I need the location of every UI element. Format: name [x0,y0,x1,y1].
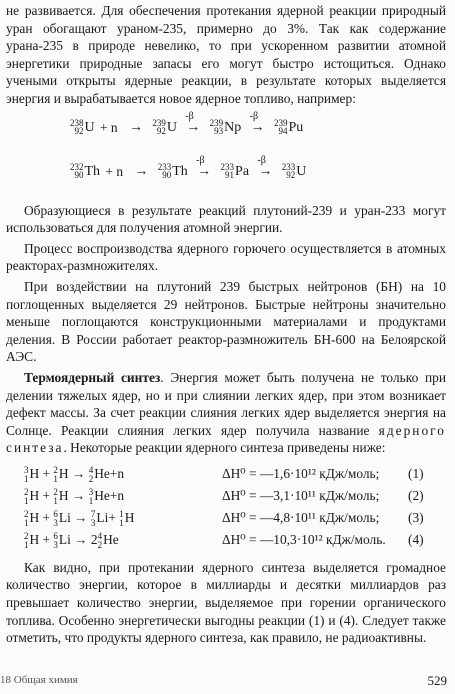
plus-neutron: + n [99,119,118,135]
pu239-mass: 239 [274,117,288,128]
charge: 1 [88,495,94,506]
charge: 1 [53,495,58,506]
u233-charge: 92 [286,170,296,181]
reaction-number: (4) [408,531,424,547]
paragraph-2: Образующиеся в результате реакций плутоний-239 и уран-233 могут использоваться для получения атомной энергии. [6,202,446,236]
charge: 3 [90,517,96,528]
symbol: H [29,487,40,503]
symbol: He+n [94,487,125,503]
th232-symbol: Th [84,163,101,179]
beta-arrow: -β → [180,119,206,137]
beta-arrow: -β → [245,119,271,137]
reaction-number: (1) [408,465,424,481]
plus-neutron: + n [105,163,124,179]
mass: 2 [24,487,29,498]
charge: 3 [53,539,58,550]
th233-mass: 233 [157,161,172,172]
charge: 1 [24,539,29,550]
paragraph-5-a: . Энергия может быть получена не только при делении тяжелых ядер, но и при слиянии легких ядер, при этом возникает дефект массы. За счет реакции слияния легких ядер выделяется энергия на Солнце. Реакции слияния легких ядер получила название [6,369,446,438]
mass: 2 [53,465,58,476]
reaction-row: 2 1 H + 6 3 Li → 2 4 2 He ΔH⁰ = —10,3·10¹² кДж/моль. (4) [24,531,424,550]
charge: 1 [53,473,58,484]
paragraph-3: Процесс воспроизводства ядерного горючего осуществляется в атомных реакторах-размножителях. [6,240,446,274]
charge: 1 [119,517,124,528]
charge: 2 [97,539,103,550]
page-number: 529 [427,673,447,688]
mass: 2 [24,509,29,520]
th232-charge: 90 [74,170,84,181]
paragraph-5-b: . Некоторые реакции ядерного синтеза приведены ниже: [63,440,386,456]
pu239-charge: 94 [278,126,288,137]
charge: 1 [24,517,29,528]
u239-charge: 92 [156,126,166,137]
mass: 6 [53,509,58,520]
pu239-symbol: Pu [288,119,304,135]
pa233-charge: 91 [225,170,235,181]
term-nuclear-synthesis: ядерного синтеза [6,422,446,456]
u238-mass: 238 [70,117,84,128]
mass: 3 [24,465,29,476]
symbol: H [124,509,135,525]
reaction-row: 2 1 H + 2 1 H → 3 1 He+n ΔH⁰ = —3,1·10¹¹ кДж/моль; (2) [24,487,424,506]
symbol: H [29,465,40,481]
th233-charge: 90 [162,170,172,181]
reactions-list [6,463,446,551]
beta-label: -β [249,110,259,122]
pa233-symbol: Pa [235,163,250,179]
section-title: Термоядерный синтез [24,369,161,385]
symbol: He [103,531,119,547]
paragraph-6: Как видно, при протекании ядерного синтеза выделяется громадное количество энергии, которое в миллиарды и десятки миллиардов раз превышает количество энергии, выделяемое при горении органического топлива. Особенно энергетически выгодны реакции (1) и (4). Следует также отметить, что продукты ядерного синтеза, как правило, не радиоактивны. [6,559,446,646]
paragraph-1: не развивается. Для обеспечения протекания ядерной реакции природный уран обогащают ураном-235, примерно до 3%. Так как содержание урана-235 в природе невелико, то при ускоренном развитии атомной энергетики природные запасы его могут быстро истощиться. Однако учеными открыты ядерные реакции, в результате которых выделяется энергия и вырабатывается новое ядерное топливо, например: [6,3,446,106]
reaction-number: (3) [408,509,424,525]
reaction-row: 2 1 H + 6 3 Li → 7 3 Li+ 1 1 H ΔH⁰ = —4,8·10¹¹ кДж/моль; (3) [24,509,424,528]
mass: 1 [119,509,124,520]
np239-mass: 239 [209,117,224,128]
enthalpy: ΔH⁰ = —3,1·10¹¹ кДж/моль; [222,487,380,503]
u238-symbol: U [84,119,95,135]
symbol: Li [58,531,71,547]
np239-charge: 93 [214,126,224,137]
np239-symbol: Np [224,119,242,135]
reaction-row: 3 1 H + 2 1 H → 4 2 He+n ΔH⁰ = —1,6·10¹² кДж/моль; (1) [24,465,424,484]
enthalpy: ΔH⁰ = —1,6·10¹² кДж/моль; [222,465,380,481]
u238-charge: 92 [74,126,84,137]
symbol: Li [58,509,71,525]
mass: 2 [24,531,29,542]
charge: 1 [24,495,29,506]
document-page [6,0,446,647]
u233-mass: 233 [281,161,296,172]
mass: 3 [88,487,94,498]
charge: 3 [53,517,58,528]
symbol: He+n [94,465,125,481]
charge: 2 [88,473,94,484]
symbol: H [29,509,40,525]
symbol: H [29,531,40,547]
equation-thorium [70,154,446,192]
reaction-number: (2) [408,487,424,503]
equation-uranium [70,110,446,148]
u239-mass: 239 [152,117,166,128]
mass: 4 [97,531,103,542]
th233-symbol: Th [172,163,188,179]
enthalpy: ΔH⁰ = —10,3·10¹² кДж/моль. [222,531,386,547]
reaction-arrow: → [134,163,149,179]
symbol: H [58,465,69,481]
enthalpy: ΔH⁰ = —4,8·10¹¹ кДж/моль; [222,509,380,525]
pa233-mass: 233 [220,161,235,172]
mass: 7 [90,509,96,520]
paragraph-4: При воздействии на плутоний 239 быстрых нейтронов (БН) на 10 поглощенных выделяется 29 нейтронов. Быстрые нейтроны значительно меньше поглощаются конструкционными материалами и продуктами деления. В России работает реактор-размножитель БН-600 на Белоярской АЭС. [6,278,446,365]
mass: 2 [53,487,58,498]
beta-label: -β [196,154,205,166]
footer-signature: 18 Общая химия [0,674,78,686]
beta-label: -β [257,154,266,166]
symbol: H [58,487,69,503]
paragraph-5 [6,369,446,457]
u233-symbol: U [296,163,307,179]
beta-arrow: -β → [191,163,217,181]
th232-mass: 232 [70,161,84,172]
mass: 4 [88,465,94,476]
symbol: Li+ [96,509,116,525]
coefficient: 2 [90,531,98,547]
charge: 1 [24,473,29,484]
mass: 6 [53,531,58,542]
beta-arrow: -β → [252,163,278,181]
u239-symbol: U [166,119,177,135]
beta-label: -β [185,110,194,122]
reaction-arrow: → [128,119,143,135]
